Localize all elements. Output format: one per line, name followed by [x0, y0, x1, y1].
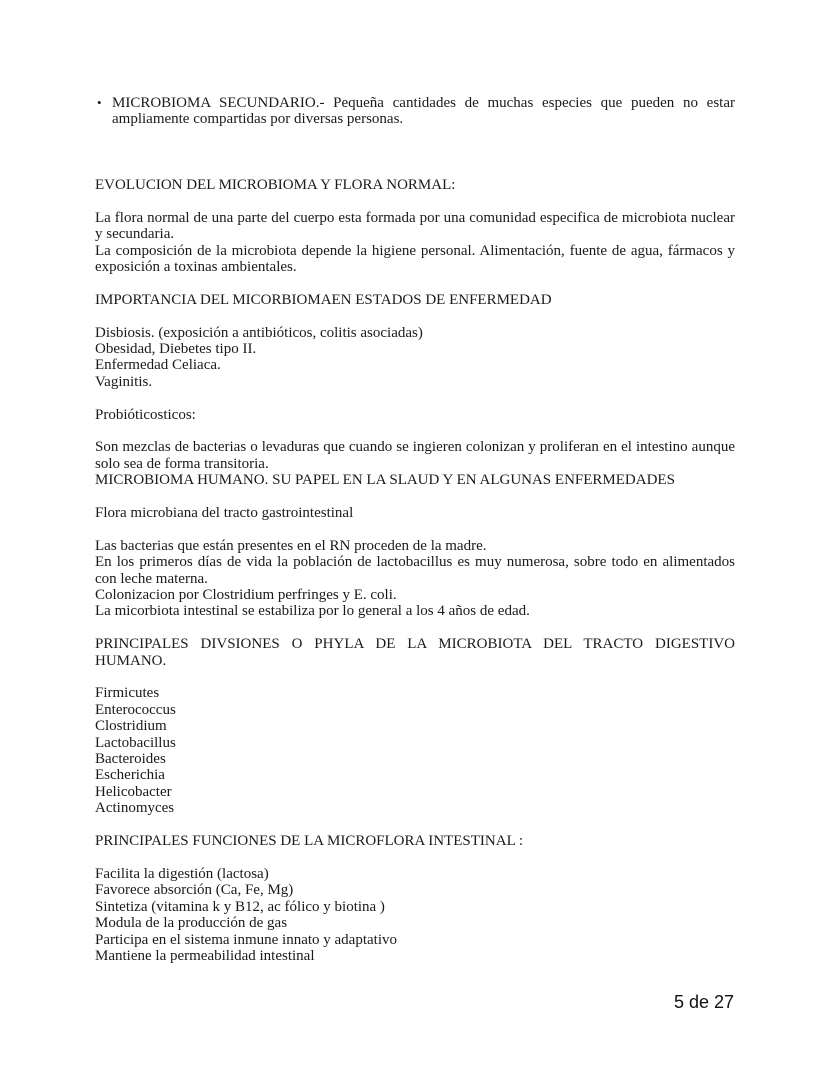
funcion-item: Modula de la producción de gas — [95, 915, 288, 932]
bullet-item — [95, 95, 735, 128]
phyla-item: Helicobacter — [95, 783, 172, 800]
paragraph-probioticos: Son mezclas de bacterias o levaduras que cuando se ingieren colonizan y proliferan en el intestino aunque solo sea de forma transitoria. — [95, 439, 735, 472]
phyla-item: Bacteroides — [95, 751, 166, 768]
funcion-item: Participa en el sistema inmune innato y adaptativo — [95, 931, 397, 948]
funcion-item: Facilita la digestión (lactosa) — [95, 865, 269, 882]
gi-line: Colonizacion por Clostridium perfringes y E. coli. — [95, 587, 397, 604]
phyla-item: Clostridium — [95, 718, 167, 735]
funcion-item: Sintetiza (vitamina k y B12, ac fólico y biotina ) — [95, 898, 385, 915]
phyla-item: Escherichia — [95, 767, 165, 784]
bullet-marker: • — [97, 95, 102, 110]
heading-importancia: IMPORTANCIA DEL MICORBIOMAEN ESTADOS DE ENFERMEDAD — [95, 291, 552, 308]
funcion-item: Mantiene la permeabilidad intestinal — [95, 947, 315, 964]
phyla-item: Lactobacillus — [95, 734, 176, 751]
page-number: 5 de 27 — [673, 992, 734, 1012]
paragraph-composicion: La composición de la microbiota depende la higiene personal. Alimentación, fuente de agua, fármacos y exposición a toxinas ambientales. — [95, 242, 735, 276]
heading-phyla: PRINCIPALES DIVSIONES O PHYLA DE LA MICROBIOTA DEL TRACTO DIGESTIVO HUMANO. — [95, 636, 735, 669]
disease-line: Vaginitis. — [95, 373, 153, 390]
gi-line: Las bacterias que están presentes en el RN proceden de la madre. — [95, 537, 487, 554]
phyla-item: Enterococcus — [95, 701, 176, 718]
document-body — [95, 95, 735, 964]
heading-microbioma-humano: MICROBIOMA HUMANO. SU PAPEL EN LA SLAUD Y EN ALGUNAS ENFERMEDADES — [95, 472, 675, 489]
funcion-item: Favorece absorción (Ca, Fe, Mg) — [95, 882, 294, 899]
paragraph-flora-normal: La flora normal de una parte del cuerpo esta formada por una comunidad especifica de microbiota nuclear y secundaria. — [95, 209, 735, 243]
gi-line: En los primeros días de vida la población de lactobacillus es muy numerosa, sobre todo en alimentados con leche materna. — [95, 554, 735, 587]
disease-line: Disbiosis. (exposición a antibióticos, colitis asociadas) — [95, 324, 423, 341]
phyla-item: Firmicutes — [95, 685, 160, 702]
subheading-flora-tracto: Flora microbiana del tracto gastrointestinal — [95, 505, 354, 522]
bullet-item-text: MICROBIOMA SECUNDARIO.- Pequeña cantidades de muchas especies que pueden no estar ampliamente compartidas por diversas personas. — [112, 95, 735, 128]
heading-funciones: PRINCIPALES FUNCIONES DE LA MICROFLORA INTESTINAL : — [95, 833, 524, 850]
gi-line: La micorbiota intestinal se estabiliza por lo general a los 4 años de edad. — [95, 603, 530, 620]
disease-line: Obesidad, Diebetes tipo II. — [95, 341, 257, 358]
heading-evolucion: EVOLUCION DEL MICROBIOMA Y FLORA NORMAL: — [95, 177, 456, 193]
label-probioticos: Probióticosticos: — [95, 406, 196, 423]
disease-line: Enfermedad Celiaca. — [95, 357, 221, 374]
phyla-item: Actinomyces — [95, 800, 175, 817]
